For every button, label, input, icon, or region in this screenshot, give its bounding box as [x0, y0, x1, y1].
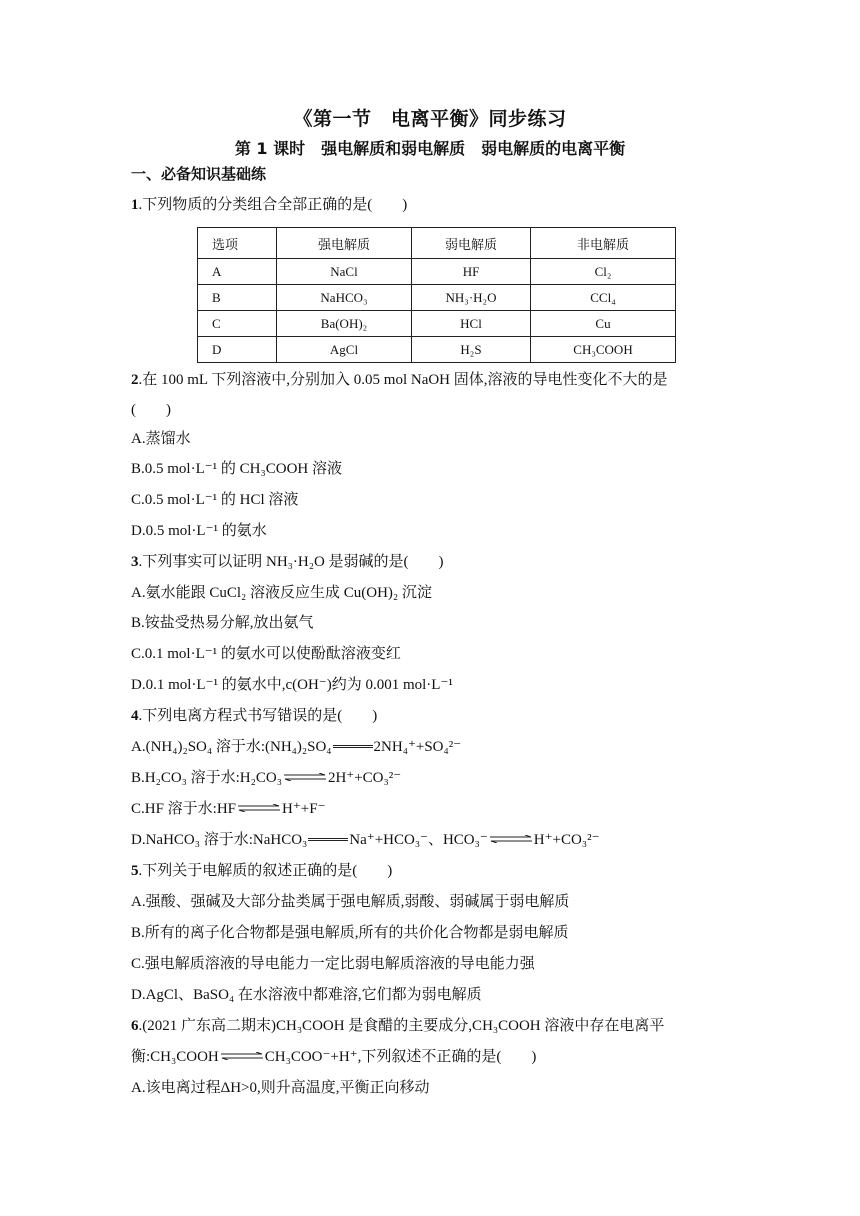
- table-cell: NaCl: [277, 259, 412, 285]
- table-cell: H₂S: [412, 337, 531, 363]
- table-cell: HF: [412, 259, 531, 285]
- option-b: [131, 768, 401, 788]
- question-2: [131, 370, 668, 390]
- question-number: 6: [131, 1018, 139, 1034]
- question-3: [131, 552, 444, 572]
- equals-sign-icon: [333, 745, 373, 748]
- option-d: D.0.1 mol·L⁻¹ 的氨水中,c(OH⁻)约为 0.001 mol·L⁻¹: [131, 677, 453, 693]
- table-header-cell: 选项: [198, 228, 277, 259]
- table-row: [198, 311, 676, 337]
- table-cell: NH₃·H₂O: [412, 285, 531, 311]
- table-cell: Cl₂: [531, 259, 676, 285]
- equation-right: 2H⁺+CO₃²⁻: [327, 770, 402, 786]
- table-header-cell: 非电解质: [531, 228, 676, 259]
- reversible-arrow-icon: [220, 1052, 264, 1060]
- option-c: C.0.5 mol·L⁻¹ 的 HCl 溶液: [131, 492, 299, 508]
- table-cell: B: [198, 285, 277, 311]
- section-heading: 一、必备知识基础练: [131, 165, 267, 183]
- reversible-arrow-icon: [237, 804, 281, 812]
- reversible-arrow-icon: [283, 773, 327, 781]
- option-a: A.蒸馏水: [131, 431, 191, 447]
- table-cell: Ba(OH)₂: [277, 311, 412, 337]
- equals-sign-icon: [308, 838, 348, 841]
- equation-left: B.H₂CO₃ 溶于水:H₂CO₃: [131, 770, 282, 786]
- equation-left: A.(NH₄)₂SO₄ 溶于水:(NH₄)₂SO₄: [131, 739, 332, 755]
- equation-left: C.HF 溶于水:HF: [131, 801, 237, 817]
- equation-mid: Na⁺+HCO₃⁻、HCO₃⁻: [349, 832, 488, 848]
- option-d: D.0.5 mol·L⁻¹ 的氨水: [131, 523, 267, 539]
- table-header-cell: 弱电解质: [412, 228, 531, 259]
- page-subtitle: 第 1 课时 强电解质和弱电解质 弱电解质的电离平衡: [234, 139, 626, 158]
- table-cell: A: [198, 259, 277, 285]
- option-d: D.AgCl、BaSO₄ 在水溶液中都难溶,它们都为弱电解质: [131, 987, 482, 1003]
- option-a: A.该电离过程ΔH>0,则升高温度,平衡正向移动: [131, 1080, 430, 1096]
- table-cell: AgCl: [277, 337, 412, 363]
- question-text-cont: ( ): [131, 402, 171, 418]
- option-b: B.0.5 mol·L⁻¹ 的 CH₃COOH 溶液: [131, 461, 342, 477]
- option-c: C.强电解质溶液的导电能力一定比弱电解质溶液的导电能力强: [131, 956, 535, 972]
- page-title: 《第一节 电离平衡》同步练习: [293, 108, 567, 130]
- question-number: 4: [131, 708, 139, 724]
- table-cell: D: [198, 337, 277, 363]
- question-text: .(2021 广东高二期末)CH₃COOH 是食醋的主要成分,CH₃COOH 溶液中存在电离平: [138, 1018, 665, 1034]
- question-text: .在 100 mL 下列溶液中,分别加入 0.05 mol NaOH 固体,溶液的导电性变化不大的是: [138, 372, 668, 388]
- table-cell: Cu: [531, 311, 676, 337]
- option-d: [131, 830, 600, 850]
- option-a: A.强酸、强碱及大部分盐类属于强电解质,弱酸、弱碱属于弱电解质: [131, 894, 570, 910]
- question-text: .下列电离方程式书写错误的是( ): [138, 708, 378, 724]
- question-number: 2: [131, 372, 139, 388]
- equation-left: 衡:CH₃COOH: [131, 1049, 219, 1065]
- equation-right: H⁺+CO₃²⁻: [533, 832, 600, 848]
- equation-right: H⁺+F⁻: [282, 801, 326, 817]
- question-text: .下列物质的分类组合全部正确的是( ): [138, 197, 408, 213]
- reversible-arrow-icon: [489, 835, 533, 843]
- table-row: [198, 285, 676, 311]
- equation-right: 2NH₄⁺+SO₄²⁻: [373, 739, 462, 755]
- classification-table: [197, 227, 676, 363]
- option-b: B.铵盐受热易分解,放出氨气: [131, 615, 314, 631]
- question-text: .下列事实可以证明 NH₃·H₂O 是弱碱的是( ): [138, 554, 444, 570]
- table-header-cell: 强电解质: [277, 228, 412, 259]
- table-cell: CCl₄: [531, 285, 676, 311]
- question-number: 5: [131, 863, 139, 879]
- question-4: [131, 706, 377, 726]
- option-b: B.所有的离子化合物都是强电解质,所有的共价化合物都是弱电解质: [131, 925, 569, 941]
- option-a: A.氨水能跟 CuCl₂ 溶液反应生成 Cu(OH)₂ 沉淀: [131, 585, 432, 601]
- question-5: [131, 861, 392, 881]
- question-number: 1: [131, 197, 139, 213]
- equation-right: CH₃COO⁻+H⁺,下列叙述不正确的是( ): [264, 1049, 537, 1065]
- option-a: [131, 737, 461, 757]
- table-cell: C: [198, 311, 277, 337]
- option-c: C.0.1 mol·L⁻¹ 的氨水可以使酚酞溶液变红: [131, 646, 401, 662]
- equation-left: D.NaHCO₃ 溶于水:NaHCO₃: [131, 832, 308, 848]
- question-1: [131, 195, 407, 215]
- question-text-cont: [131, 1047, 536, 1067]
- table-cell: CH₃COOH: [531, 337, 676, 363]
- question-text: .下列关于电解质的叙述正确的是( ): [138, 863, 393, 879]
- table-cell: HCl: [412, 311, 531, 337]
- table-header-row: [198, 228, 676, 259]
- option-c: [131, 799, 326, 819]
- table-row: [198, 259, 676, 285]
- table-cell: NaHCO₃: [277, 285, 412, 311]
- question-6: [131, 1016, 664, 1036]
- table-row: [198, 337, 676, 363]
- question-number: 3: [131, 554, 139, 570]
